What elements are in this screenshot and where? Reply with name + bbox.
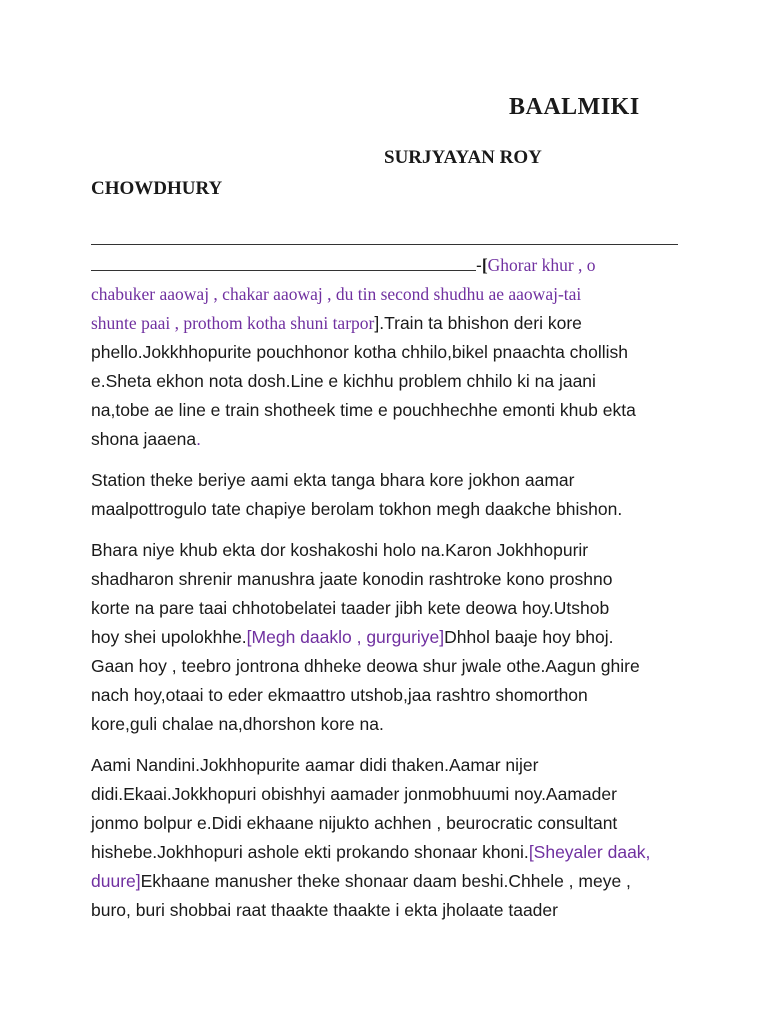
body-text: hoy shei upolokhhe. bbox=[91, 627, 247, 647]
body-text: buro, buri shobbai raat thaakte thaakte i ekta jholaate taader bbox=[91, 900, 558, 920]
open-bracket: [ bbox=[481, 255, 488, 275]
body-text: ].Train ta bhishon deri kore bbox=[374, 313, 582, 333]
sound-effect-text: Ghorar khur , o bbox=[487, 255, 596, 275]
body-text: maalpottrogulo tate chapiye berolam tokhon megh daakche bhishon. bbox=[91, 499, 623, 519]
sound-effect-text: [Sheyaler daak, bbox=[528, 842, 651, 862]
body-text: Gaan hoy , teebro jontrona dhheke deowa shur jwale othe.Aagun ghire bbox=[91, 656, 640, 676]
sound-effect-text: chabuker aaowaj , chakar aaowaj , du tin second shudhu ae aaowaj-tai bbox=[91, 284, 582, 304]
body-text: phello.Jokkhhopurite pouchhonor kotha chhilo,bikel pnaachta chollish bbox=[91, 342, 629, 362]
sound-effect-text: [Megh daaklo , gurguriye] bbox=[246, 627, 445, 647]
body-text: Dhhol baaje hoy bhoj. bbox=[444, 627, 614, 647]
paragraph-line bbox=[91, 867, 681, 896]
body-text: na,tobe ae line e train shotheek time e pouchhechhe emonti khub ekta bbox=[91, 400, 636, 420]
body-text: hishebe.Jokhhopuri ashole ekti prokando shonaar khoni. bbox=[91, 842, 529, 862]
paragraph-1 bbox=[91, 248, 681, 454]
paragraph-line bbox=[91, 623, 681, 652]
body-text: nach hoy,otaai to eder ekmaattro utshob,jaa rashtro shomorthon bbox=[91, 685, 588, 705]
accent-dot: . bbox=[196, 429, 201, 449]
body-text: Aami Nandini.Jokhhopurite aamar didi thaken.Aamar nijer bbox=[91, 755, 539, 775]
paragraph-line bbox=[91, 838, 681, 867]
dash: - bbox=[476, 255, 482, 275]
sound-effect-text: duure] bbox=[91, 871, 141, 891]
body-text: Bhara niye khub ekta dor koshakoshi holo na.Karon Jokhhopurir bbox=[91, 540, 589, 560]
body-text: Station theke beriye aami ekta tanga bhara kore jokhon aamar bbox=[91, 470, 575, 490]
body-text: korte na pare taai chhotobelatei taader jibh kete deowa hoy.Utshob bbox=[91, 598, 610, 618]
paragraph-4 bbox=[91, 751, 681, 925]
body-text: e.Sheta ekhon nota dosh.Line e kichhu problem chhilo ki na jaani bbox=[91, 371, 596, 391]
body-text: shadharon shrenir manushra jaate konodin rashtroke kono proshno bbox=[91, 569, 613, 589]
paragraph-line bbox=[91, 425, 681, 454]
paragraph-line bbox=[91, 309, 681, 338]
paragraph-line bbox=[91, 248, 681, 280]
author-name-line1: SURJYAYAN ROY bbox=[384, 147, 542, 168]
paragraph-3 bbox=[91, 536, 681, 739]
paragraph-2 bbox=[91, 466, 681, 524]
author-name-line2: CHOWDHURY bbox=[91, 178, 223, 199]
body-text: Ekhaane manusher theke shonaar daam beshi.Chhele , meye , bbox=[140, 871, 631, 891]
blank-underline bbox=[91, 248, 476, 271]
sound-effect-text: shunte paai , prothom kotha shuni tarpor bbox=[91, 313, 375, 333]
body-text: didi.Ekaai.Jokkhopuri obishhyi aamader jonmobhuumi noy.Aamader bbox=[91, 784, 617, 804]
document-title: BAALMIKI bbox=[509, 94, 640, 120]
document-body bbox=[91, 248, 681, 937]
body-text: jonmo bolpur e.Didi ekhaane nijukto achhen , beurocratic consultant bbox=[91, 813, 618, 833]
body-text: shona jaaena bbox=[91, 429, 197, 449]
horizontal-rule bbox=[91, 244, 678, 245]
body-text: kore,guli chalae na,dhorshon kore na. bbox=[91, 714, 384, 734]
